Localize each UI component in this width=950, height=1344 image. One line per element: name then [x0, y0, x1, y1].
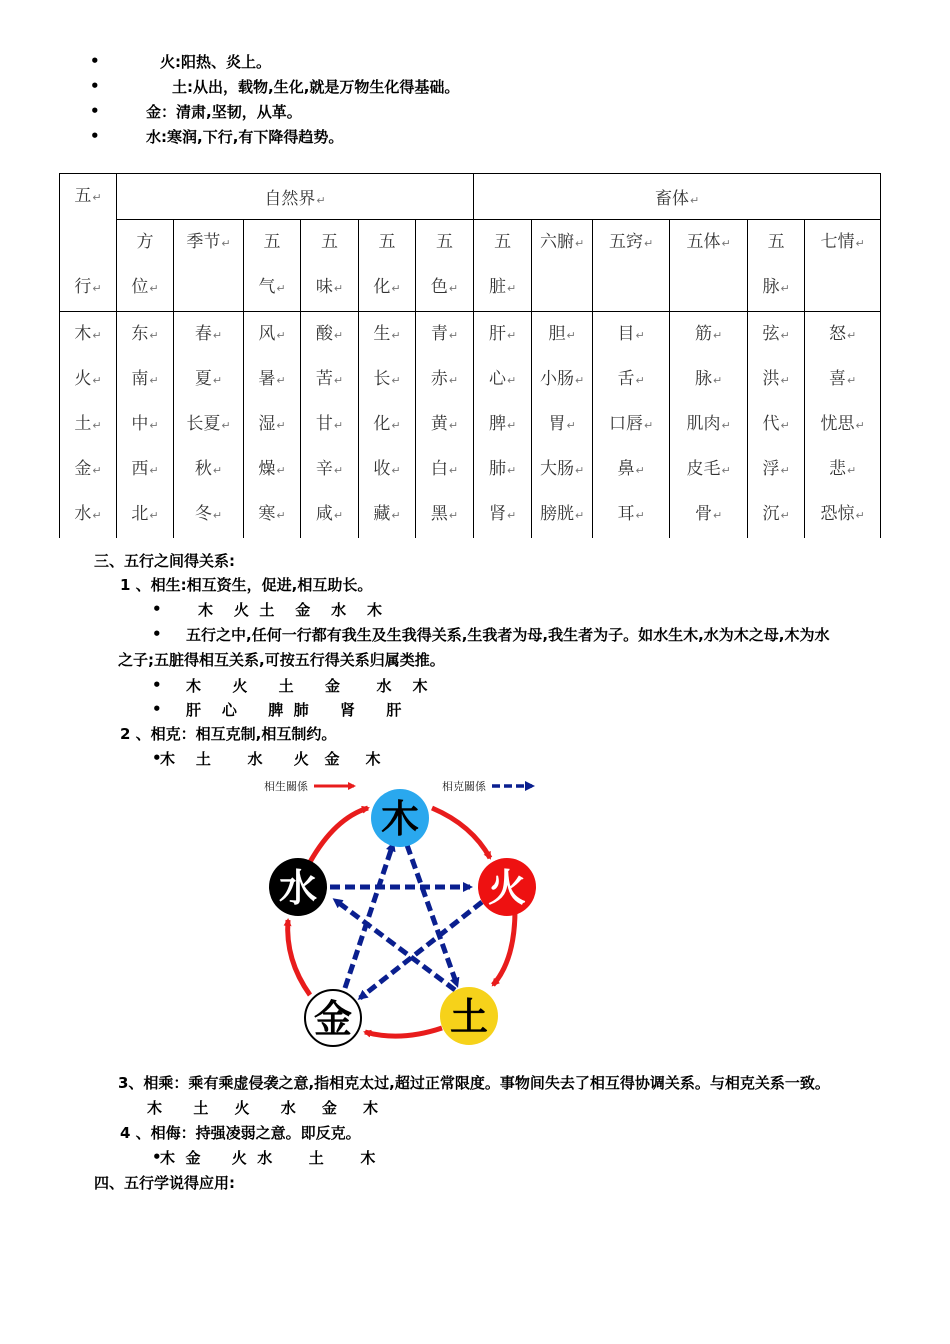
- wu-heading: 4 、相侮：持强凌弱之意。即反克。: [120, 1124, 361, 1142]
- bullet-dot: •: [90, 77, 100, 95]
- node-wood: [371, 789, 429, 847]
- table-cell: 舌↵: [617, 369, 645, 389]
- table-cell: 甘↵: [315, 414, 344, 434]
- table-cell: 筋↵: [694, 324, 723, 344]
- table-column: [805, 312, 881, 538]
- table-cell: 夏↵: [194, 369, 223, 389]
- svg-text:土: 土: [449, 995, 489, 1039]
- table-cell: 膀胱↵: [539, 504, 585, 524]
- table-cell: 辛↵: [315, 459, 344, 479]
- table-cell: 皮毛↵: [686, 459, 731, 479]
- table-cell: 春↵: [194, 324, 223, 344]
- element-cell: 金↵: [74, 459, 102, 479]
- table-cell: 青↵: [430, 324, 459, 344]
- sheng-description-1: 五行之中,任何一行都有我生及生我得关系,生我者为母,我生者为子。如水生木,水为木之母,木为水: [186, 626, 830, 644]
- table-cell: 脾↵: [488, 414, 517, 434]
- table-cell: 骨↵: [694, 504, 723, 524]
- sheng-sequence: 木 火 土 金 水 木: [198, 601, 382, 619]
- table-cell: 洪↵: [762, 369, 790, 389]
- sub-header-cell: 五 味↵: [301, 220, 359, 312]
- table-column: [670, 312, 748, 538]
- cheng-heading: 3、相乘：乘有乘虚侵袭之意,指相克太过,超过正常限度。事物间失去了相互得协调关系。与相克关系一致。: [118, 1074, 830, 1092]
- table-cell: 西↵: [131, 459, 159, 479]
- table-cell: 肺↵: [488, 459, 517, 479]
- ke-heading: 2 、相克：相互克制,相互制约。: [120, 725, 337, 743]
- table-cell: 藏↵: [373, 504, 401, 524]
- sheng-description-2: 之子;五脏得相互关系,可按五行得关系归属类推。: [118, 651, 445, 669]
- bullet-dot: •: [152, 625, 162, 643]
- legend-sheng-label: 相生關係: [264, 780, 308, 793]
- table-cell: 黄↵: [430, 414, 459, 434]
- element-cell: 水↵: [74, 504, 102, 524]
- table-column: [174, 312, 244, 538]
- table-cell: 恐惊↵: [820, 504, 865, 524]
- bullet-dot: •: [152, 676, 162, 694]
- table-column: [244, 312, 301, 538]
- table-column: [474, 312, 532, 538]
- table-column: [301, 312, 359, 538]
- table-cell: 鼻↵: [617, 459, 645, 479]
- table-cell: 怒↵: [828, 324, 857, 344]
- table-cell: 湿↵: [258, 414, 286, 434]
- table-cell: 咸↵: [315, 504, 344, 524]
- table-column: [359, 312, 416, 538]
- sheng-heading: 1 、相生:相互资生，促进,相互助长。: [120, 576, 373, 594]
- table-cell: 肝↵: [488, 324, 517, 344]
- table-cell: 长夏↵: [186, 414, 231, 434]
- table-cell: 生↵: [373, 324, 401, 344]
- table-cell: 脉↵: [694, 369, 723, 389]
- table-column: [532, 312, 593, 538]
- sub-header-cell: 五 脉↵: [748, 220, 805, 312]
- wu-sequence: 木 金 火 水 土 木: [160, 1149, 376, 1167]
- section-4-title: 四、五行学说得应用:: [94, 1174, 235, 1192]
- table-cell: 寒↵: [258, 504, 286, 524]
- table-cell: 化↵: [373, 414, 401, 434]
- svg-text:火: 火: [487, 866, 527, 910]
- ke-sequence: 木 土 水 火 金 木: [160, 750, 381, 768]
- sheng-organs: 肝 心 脾 肺 肾 肝: [186, 701, 402, 719]
- bullet-dot: •: [152, 1148, 162, 1166]
- table-cell: 口唇↵: [608, 414, 654, 434]
- table-cell: 胃↵: [548, 414, 576, 434]
- table-cell: 代↵: [762, 414, 790, 434]
- table-cell: 东↵: [131, 324, 159, 344]
- sub-header-cell: 五 气↵: [244, 220, 301, 312]
- bullet-dot: •: [90, 102, 100, 120]
- svg-text:木: 木: [380, 797, 420, 841]
- sheng-sequence-2: 木 火 土 金 水 木: [186, 677, 428, 695]
- node-earth: [440, 987, 498, 1045]
- node-fire: [478, 858, 536, 916]
- table-cell: 耳↵: [617, 504, 645, 524]
- sub-header-cell: 五窍↵: [593, 220, 670, 312]
- bullet-dot: •: [152, 700, 162, 718]
- table-cell: 白↵: [430, 459, 459, 479]
- table-cell: 黑↵: [430, 504, 459, 524]
- node-metal: [305, 990, 361, 1046]
- element-column: [60, 312, 117, 538]
- table-cell: 弦↵: [762, 324, 790, 344]
- sub-header-cell: 七情↵: [805, 220, 881, 312]
- table-cell: 悲↵: [828, 459, 857, 479]
- cheng-sequence: 木 土 火 水 金 木: [147, 1099, 378, 1117]
- bullet-dot: •: [90, 52, 100, 70]
- group-header-nature: 自然界↵: [117, 174, 474, 220]
- table-cell: 目↵: [617, 324, 645, 344]
- table-cell: 中↵: [131, 414, 159, 434]
- element-cell: 木↵: [74, 324, 102, 344]
- sub-header-cell: 季节↵: [174, 220, 244, 312]
- table-cell: 肾↵: [488, 504, 517, 524]
- table-cell: 南↵: [131, 369, 159, 389]
- bullet-fire: 火:阳热、炎上。: [160, 53, 271, 71]
- table-cell: 胆↵: [548, 324, 576, 344]
- bullet-dot: •: [152, 749, 162, 767]
- table-cell: 忧思↵: [820, 414, 865, 434]
- corner-header: 五↵ 行↵: [60, 174, 117, 312]
- table-cell: 长↵: [373, 369, 401, 389]
- table-cell: 秋↵: [194, 459, 223, 479]
- bullet-dot: •: [90, 127, 100, 145]
- table-column: [117, 312, 174, 538]
- table-cell: 暑↵: [258, 369, 286, 389]
- sub-header-cell: 五体↵: [670, 220, 748, 312]
- bullet-earth: 土:从出，载物,生化,就是万物生化得基础。: [172, 78, 460, 96]
- table-cell: 小肠↵: [539, 369, 585, 389]
- table-cell: 收↵: [373, 459, 401, 479]
- five-elements-cycle-diagram: [250, 770, 550, 1055]
- bullet-dot: •: [152, 600, 162, 618]
- table-cell: 大肠↵: [539, 459, 585, 479]
- sub-header-cell: 五 色↵: [416, 220, 474, 312]
- table-cell: 燥↵: [258, 459, 286, 479]
- svg-text:金: 金: [313, 997, 353, 1041]
- table-cell: 北↵: [131, 504, 159, 524]
- node-water: [269, 858, 327, 916]
- sub-header-cell: 五 化↵: [359, 220, 416, 312]
- legend-ke-label: 相克關係: [442, 780, 486, 793]
- table-cell: 喜↵: [828, 369, 857, 389]
- bullet-water: 水:寒润,下行,有下降得趋势。: [146, 128, 344, 146]
- five-elements-table: [59, 173, 881, 538]
- sub-header-cell: 六腑↵: [532, 220, 593, 312]
- table-cell: 沉↵: [762, 504, 790, 524]
- table-column: [416, 312, 474, 538]
- sub-header-cell: 五 脏↵: [474, 220, 532, 312]
- table-cell: 浮↵: [762, 459, 790, 479]
- bullet-metal: 金：清肃,坚韧，从革。: [146, 103, 302, 121]
- table-cell: 苦↵: [315, 369, 344, 389]
- table-cell: 赤↵: [430, 369, 459, 389]
- sub-header-cell: 方 位↵: [117, 220, 174, 312]
- table-column: [593, 312, 670, 538]
- table-cell: 冬↵: [194, 504, 223, 524]
- group-header-body: 畜体↵: [474, 174, 881, 220]
- element-cell: 土↵: [74, 414, 102, 434]
- table-cell: 心↵: [488, 369, 517, 389]
- svg-text:水: 水: [278, 866, 318, 910]
- section-3-title: 三、五行之间得关系:: [94, 552, 235, 570]
- element-cell: 火↵: [74, 369, 102, 389]
- table-cell: 酸↵: [315, 324, 344, 344]
- table-column: [748, 312, 805, 538]
- table-cell: 风↵: [258, 324, 286, 344]
- table-cell: 肌肉↵: [686, 414, 731, 434]
